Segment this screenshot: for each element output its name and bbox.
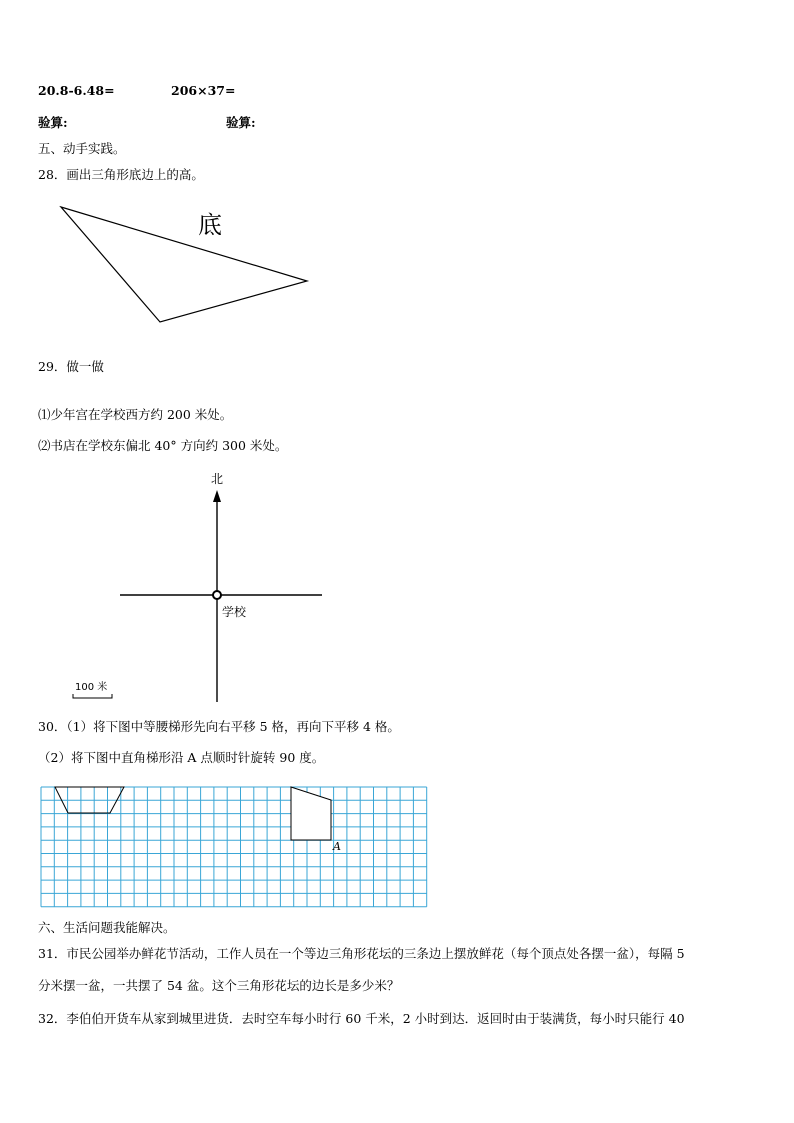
section-5-heading: 五、动手实践。	[38, 141, 126, 156]
question-29-item-2: ⑵书店在学校东偏北 40° 方向约 300 米处。	[38, 438, 288, 453]
scale-label: 100 米	[75, 682, 108, 693]
triangle-base-label: 底	[198, 211, 222, 239]
calc-expression-2: 206×37=	[171, 83, 236, 98]
point-a-label: A	[333, 840, 341, 853]
north-arrow-icon	[213, 490, 221, 502]
question-30-item-2: （2）将下图中直角梯形沿 A 点顺时针旋转 90 度。	[38, 750, 325, 765]
school-label: 学校	[222, 605, 247, 619]
question-31-line-2: 分米摆一盆，一共摆了 54 盆。这个三角形花坛的边长是多少米？	[38, 978, 400, 993]
question-30-item-1: 30．（1）将下图中等腰梯形先向右平移 5 格，再向下平移 4 格。	[38, 719, 400, 734]
check-label-2: 验算:	[226, 115, 256, 130]
check-label-1: 验算:	[38, 115, 68, 130]
question-29-item-1: ⑴少年宫在学校西方约 200 米处。	[38, 407, 233, 422]
question-28-text: 28．画出三角形底边上的高。	[38, 167, 204, 182]
north-label: 北	[211, 472, 224, 486]
grid-lines	[41, 787, 427, 907]
question-29-title: 29．做一做	[38, 359, 104, 374]
school-point	[213, 591, 221, 599]
question-32-line-1: 32．李伯伯开货车从家到城里进货．去时空车每小时行 60 千米，2 小时到达．返回时由于装满货，每小时只能行 40	[38, 1011, 685, 1026]
right-trapezoid	[291, 787, 331, 840]
isosceles-trapezoid	[55, 787, 124, 813]
triangle-shape	[61, 207, 307, 322]
scale-bar	[73, 694, 112, 698]
calc-expression-1: 20.8-6.48=	[38, 83, 115, 98]
section-6-heading: 六、生活问题我能解决。	[38, 920, 176, 935]
question-31-line-1: 31．市民公园举办鲜花节活动，工作人员在一个等边三角形花坛的三条边上摆放鲜花（每个顶点处各摆一盆），每隔 5	[38, 946, 685, 961]
